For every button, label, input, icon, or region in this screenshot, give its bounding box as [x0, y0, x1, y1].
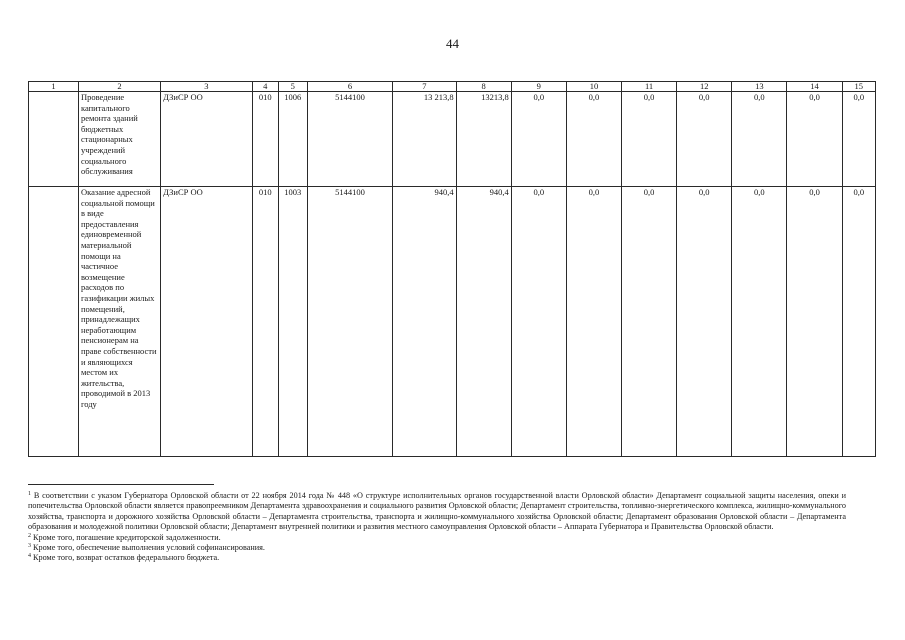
footnote-mark: 3 — [28, 543, 31, 550]
footnote-separator — [28, 484, 214, 485]
footnote — [28, 491, 846, 533]
footnote-text: Кроме того, погашение кредиторской задолженности. — [33, 532, 221, 542]
cell-value: 0,0 — [842, 92, 875, 187]
page-number: 44 — [446, 36, 459, 51]
cell-target-code: 5144100 — [307, 187, 392, 457]
cell-value: 0,0 — [842, 187, 875, 457]
budget-table — [28, 81, 876, 457]
cell-section-code: 1003 — [278, 187, 307, 457]
cell-target-code: 5144100 — [307, 92, 392, 187]
column-header: 10 — [566, 82, 621, 92]
cell-value: 940,4 — [393, 187, 456, 457]
cell-value: 0,0 — [622, 92, 677, 187]
cell-value: 0,0 — [677, 187, 732, 457]
cell-value: 0,0 — [732, 92, 787, 187]
cell-executor: ДЗиСР ОО — [161, 187, 253, 457]
table-row — [29, 187, 876, 457]
column-header: 9 — [511, 82, 566, 92]
footnote — [28, 543, 846, 553]
cell-executor: ДЗиСР ОО — [161, 92, 253, 187]
column-header: 8 — [456, 82, 511, 92]
cell-value: 940,4 — [456, 187, 511, 457]
cell-value: 0,0 — [622, 187, 677, 457]
table-row — [29, 92, 876, 187]
cell-value: 0,0 — [511, 187, 566, 457]
column-header: 2 — [78, 82, 160, 92]
cell-value: 0,0 — [566, 92, 621, 187]
column-header: 7 — [393, 82, 456, 92]
column-header: 4 — [252, 82, 278, 92]
cell-value: 0,0 — [677, 92, 732, 187]
cell-grbs-code: 010 — [252, 187, 278, 457]
header-row — [29, 82, 876, 92]
column-header: 13 — [732, 82, 787, 92]
footnote-mark: 2 — [28, 532, 31, 539]
cell-number — [29, 92, 79, 187]
footnote-text: В соответствии с указом Губернатора Орловской области от 22 ноября 2014 года № 448 «О структуре исполнительных органов государственной власти Орловской области» Департамент социальной защиты населения, опеки и попечительства Орловской области является правопреемником Департамента здравоохранения и социального развития Орловской области; Департамент строительства, топливно-энергетического комплекса, жилищно-коммунального хозяйства, транспорта и дорожного хозяйства Орловской области – Департамента строительства, транспорта и жилищно-коммунального хозяйства Орловской области; Департамент образования Орловской области – Департамента образования и молодежной политики Орловской области; Департамент внутренней политики и развития местного самоуправления Орловской области – Аппарата Губернатора и Правительства Орловской области. — [28, 491, 847, 532]
footnotes — [28, 491, 846, 564]
footnote — [28, 533, 846, 543]
cell-number — [29, 187, 79, 457]
column-header: 3 — [161, 82, 253, 92]
cell-value: 13213,8 — [456, 92, 511, 187]
cell-activity-name: Проведение капитального ремонта зданий бюджетных стационарных учреждений социального обслуживания — [78, 92, 160, 187]
column-header: 1 — [29, 82, 79, 92]
cell-value: 0,0 — [511, 92, 566, 187]
column-header: 14 — [787, 82, 842, 92]
cell-value: 0,0 — [566, 187, 621, 457]
cell-section-code: 1006 — [278, 92, 307, 187]
cell-value: 0,0 — [787, 187, 842, 457]
cell-value: 0,0 — [732, 187, 787, 457]
cell-activity-name: Оказание адресной социальной помощи в виде предоставления единовременной материальной помощи на частичное возмещение расходов по газификации жилых помещений, принадлежащих неработающим пенсионерам на праве собственности и являющихся местом их жительства, проводимой в 2013 году — [78, 187, 160, 457]
cell-grbs-code: 010 — [252, 92, 278, 187]
column-header: 11 — [622, 82, 677, 92]
cell-value: 0,0 — [787, 92, 842, 187]
footnote-text: Кроме того, обеспечение выполнения условий софинансирования. — [33, 543, 265, 553]
footnote-text: Кроме того, возврат остатков федерального бюджета. — [33, 553, 220, 563]
footnote-mark: 1 — [28, 491, 31, 497]
cell-value: 13 213,8 — [393, 92, 456, 187]
footnote — [28, 553, 846, 563]
column-header: 5 — [278, 82, 307, 92]
footnote-mark: 4 — [28, 553, 31, 560]
column-header: 12 — [677, 82, 732, 92]
column-header: 15 — [842, 82, 875, 92]
column-header: 6 — [307, 82, 392, 92]
